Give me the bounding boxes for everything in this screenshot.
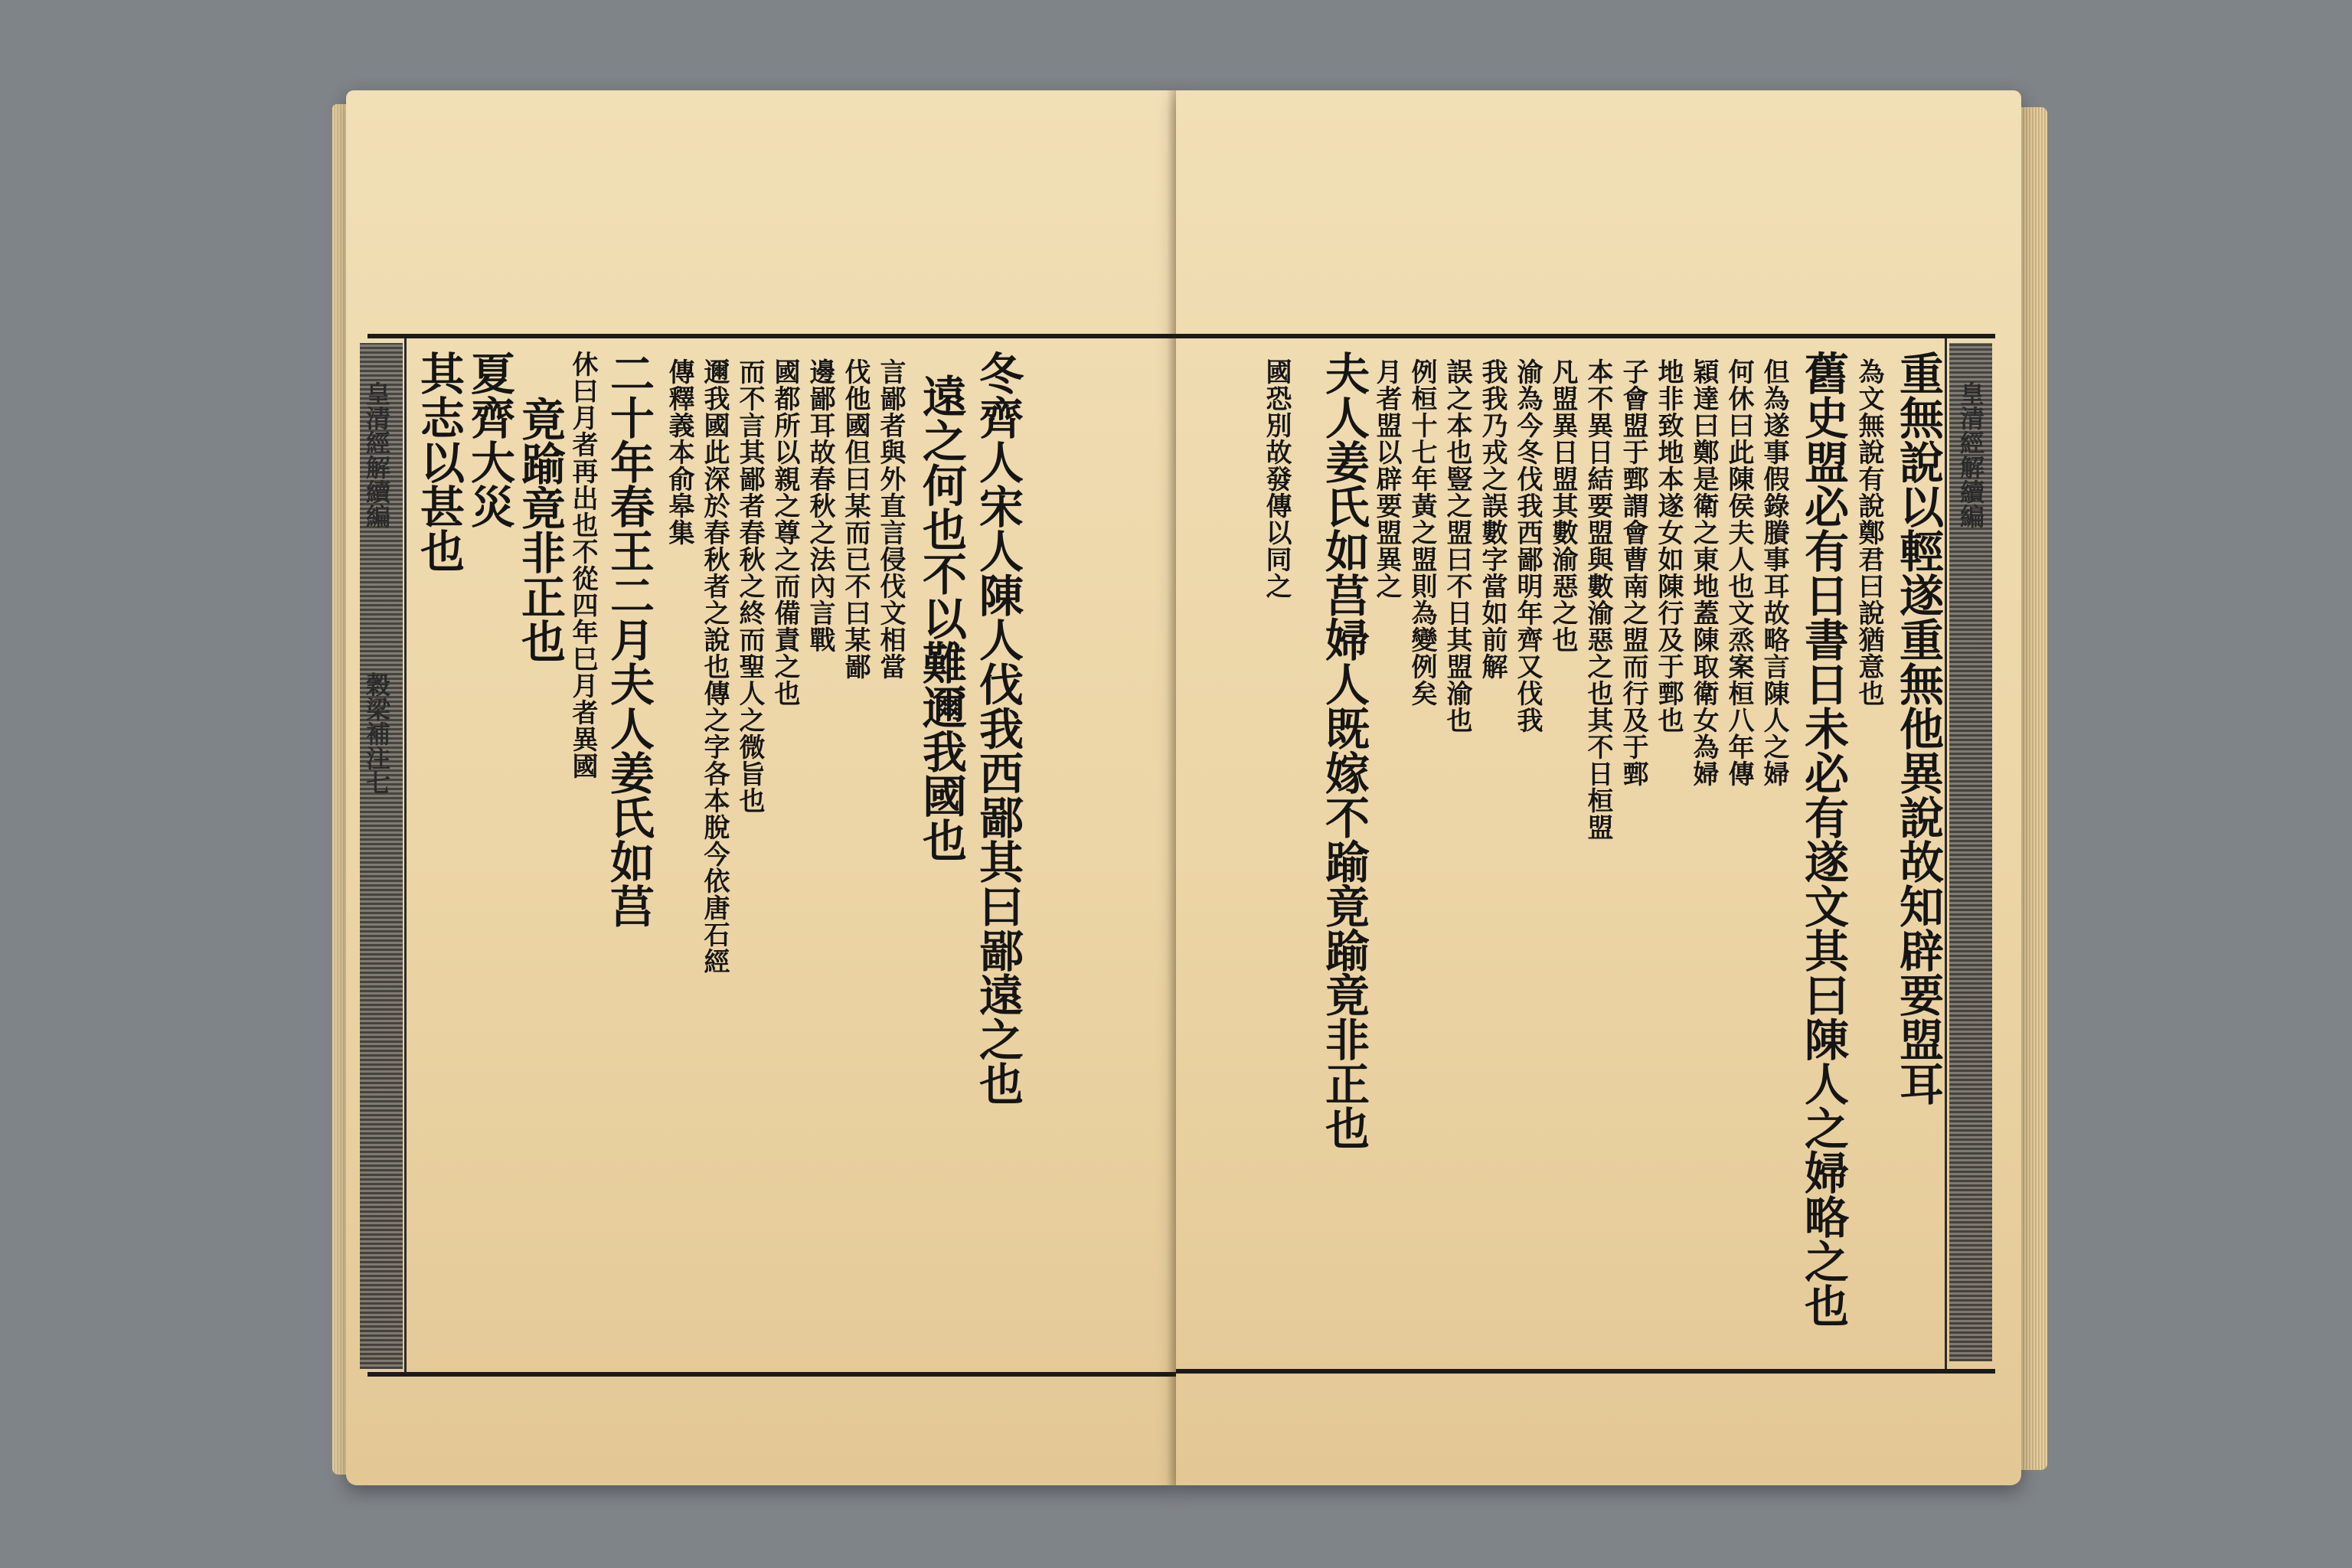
text-column: 何休曰此陳侯夫人也文烝案桓八年傳 bbox=[1723, 358, 1754, 787]
open-book bbox=[346, 90, 2021, 1485]
bottom-border-rule bbox=[368, 1372, 1176, 1377]
left-page bbox=[346, 90, 1176, 1485]
text-column: 夏齊大災 bbox=[463, 351, 515, 528]
text-column: 子會盟于鄄謂會曹南之盟而行及于鄄 bbox=[1618, 358, 1648, 787]
text-column: 伐他國但曰某而已不曰某鄙 bbox=[840, 358, 871, 680]
text-column: 竟踰竟非正也 bbox=[514, 397, 566, 663]
text-column: 而不言其鄙者春秋之終而聖人之微旨也 bbox=[734, 358, 765, 814]
text-column: 渝為今冬伐我西鄙明年齊又伐我 bbox=[1512, 358, 1543, 733]
bottom-border-rule bbox=[1176, 1369, 1995, 1374]
text-column: 誤之本也豎之盟曰不日其盟渝也 bbox=[1442, 358, 1472, 733]
text-column: 邊鄙耳故春秋之法內言戰 bbox=[805, 358, 835, 653]
text-column: 傳釋義本俞皋集 bbox=[664, 358, 694, 546]
text-column: 邇我國此深於春秋者之說也傳之字各本脫今依唐石經 bbox=[699, 358, 730, 975]
page-edges-right bbox=[2018, 107, 2047, 1470]
text-column: 休曰月者再出也不從四年巳月者異國 bbox=[567, 351, 598, 779]
text-column: 例桓十七年黃之盟則為變例矣 bbox=[1406, 358, 1437, 707]
text-column: 舊史盟必有日書日未必有遂文其曰陳人之婦略之也 bbox=[1797, 351, 1849, 1328]
text-column: 言鄙者與外直言侵伐文相當 bbox=[875, 358, 906, 680]
margin-title: 皇清經解續編 bbox=[362, 381, 391, 528]
text-column: 本不異日結要盟與數渝惡之也其不日桓盟 bbox=[1583, 358, 1613, 841]
text-column: 我我乃戎之誤數字當如前解 bbox=[1477, 358, 1508, 680]
text-column: 但為遂事假錄賸事耳故略言陳人之婦 bbox=[1759, 358, 1789, 787]
text-column: 國恐別故發傳以同之 bbox=[1261, 358, 1292, 599]
top-border-rule bbox=[1176, 334, 1995, 338]
margin-title: 皇清經解續編 bbox=[1956, 381, 1985, 528]
text-column: 地非致地本遂女如陳行及于鄄也 bbox=[1653, 358, 1684, 733]
column-line bbox=[1945, 338, 1947, 1369]
margin-subtitle: 穀梁補注七 bbox=[362, 672, 391, 795]
column-line bbox=[404, 338, 407, 1372]
top-border-rule bbox=[368, 334, 1176, 338]
text-column: 遠之何也不以難邇我國也 bbox=[915, 374, 967, 862]
text-column: 國都所以親之尊之而備責之也 bbox=[769, 358, 800, 707]
text-column: 其志以甚也 bbox=[413, 351, 465, 573]
text-column: 月者盟以辟要盟異之 bbox=[1371, 358, 1402, 599]
right-page bbox=[1176, 90, 2021, 1485]
text-column: 凡盟異日盟其數渝惡之也 bbox=[1547, 358, 1578, 653]
text-column: 夫人姜氏如莒婦人既嫁不踰竟踰竟非正也 bbox=[1318, 351, 1370, 1150]
text-column: 二十年春王二月夫人姜氏如莒 bbox=[603, 351, 655, 928]
text-column: 穎達曰鄭是衛之東地蓋陳取衛女為婦 bbox=[1688, 358, 1719, 787]
text-column: 冬齊人宋人陳人伐我西鄙其曰鄙遠之也 bbox=[972, 351, 1024, 1106]
text-column: 為文無說有說鄭君曰說猶意也 bbox=[1854, 358, 1884, 707]
text-column: 重無說以輕遂重無他異說故知辟要盟耳 bbox=[1892, 351, 1944, 1106]
